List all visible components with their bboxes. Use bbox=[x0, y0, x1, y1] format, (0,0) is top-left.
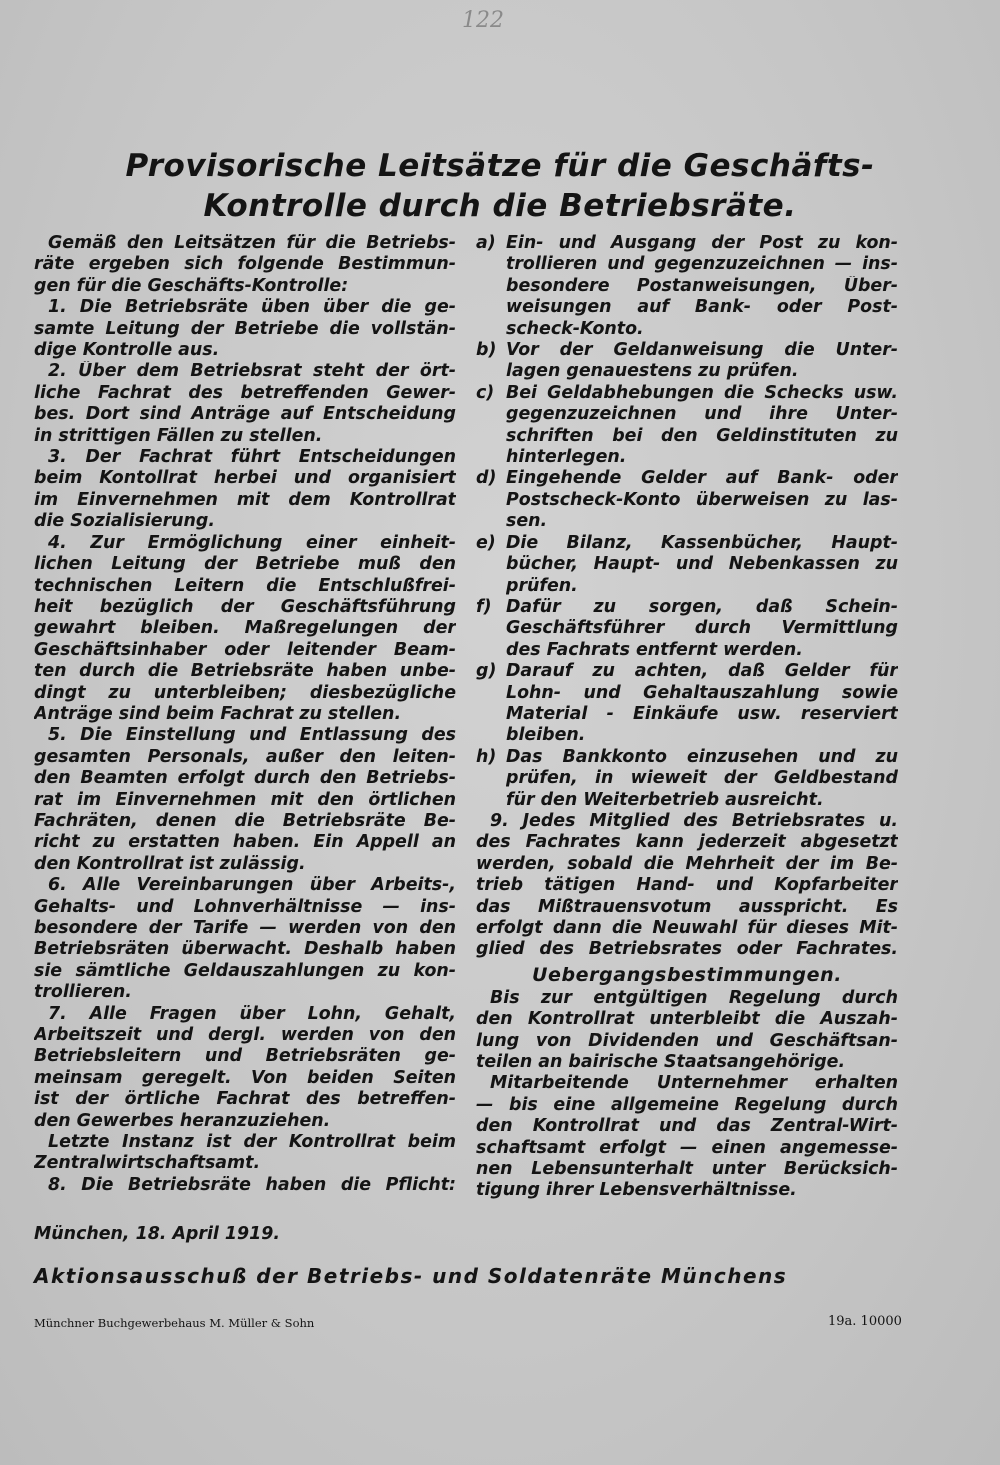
duty-text-line: Bei Geldabhebungen die Schecks usw. bbox=[506, 382, 898, 403]
left-text-line: meinsam geregelt. Von beiden Seiten bbox=[34, 1067, 456, 1088]
duty-text-line: hinterlegen. bbox=[506, 447, 627, 468]
left-text-line: in strittigen Fällen zu stellen. bbox=[34, 425, 323, 446]
duty-text-line: trollieren und gegenzuzeichnen — ins- bbox=[506, 254, 898, 275]
left-text-line: den Beamten erfolgt durch den Betriebs- bbox=[34, 768, 456, 789]
duty-text-line: scheck-Konto. bbox=[506, 318, 644, 339]
paragraph-9 bbox=[476, 811, 898, 961]
left-text-line: im Einvernehmen mit dem Kontrollrat bbox=[34, 489, 456, 510]
left-text-line: richt zu erstatten haben. Ein Appell an bbox=[34, 832, 456, 853]
left-text-line: gewahrt bleiben. Maßregelungen der bbox=[34, 618, 456, 639]
left-text-line: 8. Die Betriebsräte haben die Pflicht: bbox=[48, 1174, 456, 1195]
left-text-line: den Kontrollrat ist zulässig. bbox=[34, 853, 306, 874]
duty-item bbox=[476, 747, 898, 811]
left-text-line: Gehalts- und Lohnverhältnisse — ins- bbox=[34, 896, 456, 917]
duty-text-line: Material - Einkäufe usw. reserviert bbox=[506, 703, 898, 724]
duty-text-line: für den Weiterbetrieb ausreicht. bbox=[506, 789, 824, 810]
signature: Aktionsausschuß der Betriebs- und Soldatenräte Münchens bbox=[34, 1264, 788, 1288]
title-line-2: Kontrolle durch die Betriebsräte. bbox=[203, 188, 797, 224]
left-text-line: technischen Leitern die Entschlußfrei- bbox=[34, 575, 456, 596]
left-text-line: 5. Die Einstellung und Entlassung des bbox=[48, 725, 456, 746]
duty-text bbox=[506, 661, 898, 747]
transition-line: teilen an bairische Staatsangehörige. bbox=[476, 1052, 846, 1073]
duty-text-line: Dafür zu sorgen, daß Schein- bbox=[506, 596, 898, 617]
left-text-line: ist der örtliche Fachrat des betreffen- bbox=[34, 1089, 456, 1110]
duty-text-line: Geschäftsführer durch Vermittlung bbox=[506, 618, 898, 639]
title-line-1: Provisorische Leitsätze für die Geschäfts- bbox=[125, 148, 875, 184]
left-text-line: sie sämtliche Geldauszahlungen zu kon- bbox=[34, 960, 456, 981]
paragraph-9-line: des Fachrates kann jederzeit abgesetzt bbox=[476, 832, 898, 853]
duties-list bbox=[476, 233, 898, 811]
duty-text-line: Vor der Geldanweisung die Unter- bbox=[506, 340, 898, 361]
duty-item bbox=[476, 383, 898, 469]
duty-text bbox=[506, 340, 898, 383]
duty-text-line: weisungen auf Bank- oder Post- bbox=[506, 297, 898, 318]
printer-imprint: Münchner Buchgewerbehaus M. Müller & Sohn bbox=[34, 1316, 315, 1330]
duty-text-line: Die Bilanz, Kassenbücher, Haupt- bbox=[506, 532, 898, 553]
transition-line: tigung ihrer Lebensverhältnisse. bbox=[476, 1180, 797, 1201]
transition-line: Bis zur entgültigen Regelung durch bbox=[490, 987, 898, 1008]
left-text-line: Anträge sind beim Fachrat zu stellen. bbox=[34, 703, 402, 724]
duty-item bbox=[476, 661, 898, 747]
left-text-line: dingt zu unterbleiben; diesbezügliche bbox=[34, 682, 456, 703]
left-text-line: Geschäftsinhaber oder leitender Beam- bbox=[34, 639, 456, 660]
duty-text bbox=[506, 533, 898, 597]
left-text-line: Betriebsleitern und Betriebsräten ge- bbox=[34, 1046, 456, 1067]
duty-text-line: lagen genauestens zu prüfen. bbox=[506, 361, 799, 382]
duty-text-line: des Fachrats entfernt werden. bbox=[506, 639, 803, 660]
duty-text-line: schriften bei den Geldinstituten zu bbox=[506, 425, 898, 446]
transition-line: den Kontrollrat unterbleibt die Auszah- bbox=[476, 1009, 898, 1030]
left-text-line: gesamten Personals, außer den leiten- bbox=[34, 746, 456, 767]
duty-text-line: Eingehende Gelder auf Bank- oder bbox=[506, 468, 898, 489]
left-text-line: heit bezüglich der Geschäftsführung bbox=[34, 596, 456, 617]
duty-label: e) bbox=[476, 532, 496, 553]
duty-label: c) bbox=[476, 382, 495, 403]
left-text-line: Fachräten, denen die Betriebsräte Be- bbox=[34, 810, 456, 831]
left-text-line: Arbeitszeit und dergl. werden von den bbox=[34, 1025, 456, 1046]
left-text-line: rat im Einvernehmen mit den örtlichen bbox=[34, 789, 456, 810]
left-text-line: den Gewerbes heranzuziehen. bbox=[34, 1110, 331, 1131]
duty-item bbox=[476, 468, 898, 532]
left-text-line: trollieren. bbox=[34, 982, 132, 1003]
duty-label: d) bbox=[476, 468, 497, 489]
document-title bbox=[40, 146, 960, 226]
transition-provisions bbox=[476, 988, 898, 1202]
left-text-line: 3. Der Fachrat führt Entscheidungen bbox=[48, 447, 456, 468]
duty-item bbox=[476, 533, 898, 597]
duty-text-line: bleiben. bbox=[506, 725, 586, 746]
duty-text-line: Darauf zu achten, daß Gelder für bbox=[506, 661, 898, 682]
duty-text-line: besondere Postanweisungen, Über- bbox=[506, 275, 898, 296]
duty-text-line: Das Bankkonto einzusehen und zu bbox=[506, 746, 898, 767]
duty-text-line: sen. bbox=[506, 511, 548, 532]
paragraph-9-line: 9. Jedes Mitglied des Betriebsrates u. bbox=[490, 810, 898, 831]
paragraph-9-line: erfolgt dann die Neuwahl für dieses Mit- bbox=[476, 918, 898, 938]
left-text-line: 6. Alle Vereinbarungen über Arbeits-, bbox=[48, 875, 456, 896]
transition-line: den Kontrollrat und das Zentral-Wirt- bbox=[476, 1116, 898, 1137]
left-text-line: lichen Leitung der Betriebe muß den bbox=[34, 554, 456, 575]
duty-text-line: Postscheck-Konto überweisen zu las- bbox=[506, 489, 898, 510]
duty-item bbox=[476, 597, 898, 661]
left-text-line: gen für die Geschäfts-Kontrolle: bbox=[34, 275, 349, 296]
left-text-line: Letzte Instanz ist der Kontrollrat beim bbox=[48, 1132, 456, 1153]
duty-text-line: Ein- und Ausgang der Post zu kon- bbox=[506, 233, 898, 253]
left-text-line: die Sozialisierung. bbox=[34, 511, 215, 532]
duty-label: b) bbox=[476, 340, 497, 361]
left-text-line: 4. Zur Ermöglichung einer einheit- bbox=[48, 532, 456, 553]
transition-line: lung von Dividenden und Geschäftsan- bbox=[476, 1030, 898, 1051]
left-text-line: 2. Über dem Betriebsrat steht der ört- bbox=[48, 361, 456, 382]
duty-label: g) bbox=[476, 661, 497, 682]
duty-label: a) bbox=[476, 233, 496, 253]
transition-heading: Uebergangsbestimmungen. bbox=[531, 963, 843, 986]
transition-line: schaftsamt erfolgt — einen angemesse- bbox=[476, 1137, 898, 1158]
duty-label: h) bbox=[476, 746, 497, 767]
left-text-line: dige Kontrolle aus. bbox=[34, 340, 220, 361]
duty-text-line: bücher, Haupt- und Nebenkassen zu bbox=[506, 554, 898, 575]
left-text-line: Zentralwirtschaftsamt. bbox=[34, 1153, 261, 1174]
duty-text bbox=[506, 747, 898, 811]
left-text-line: samte Leitung der Betriebe die vollstän- bbox=[34, 318, 456, 339]
paragraph-9-line: das Mißtrauensvotum ausspricht. Es bbox=[476, 896, 898, 917]
duty-label: f) bbox=[476, 596, 492, 617]
duty-text bbox=[506, 468, 898, 532]
duty-text-line: prüfen, in wieweit der Geldbestand bbox=[506, 768, 898, 789]
transition-line: — bis eine allgemeine Regelung durch bbox=[476, 1094, 898, 1115]
duty-text bbox=[506, 383, 898, 469]
left-text-line: besondere der Tarife — werden von den bbox=[34, 918, 456, 938]
transition-line: Mitarbeitende Unternehmer erhalten bbox=[490, 1073, 898, 1094]
paragraph-9-line: glied des Betriebsrates oder Fachrates. bbox=[476, 939, 898, 960]
duty-item bbox=[476, 233, 898, 340]
duty-item bbox=[476, 340, 898, 383]
paragraph-9-line: trieb tätigen Hand- und Kopfarbeiter bbox=[476, 875, 898, 896]
duty-text bbox=[506, 597, 898, 661]
right-column bbox=[476, 233, 898, 1202]
left-text-line: räte ergeben sich folgende Bestimmun- bbox=[34, 254, 456, 275]
left-text-line: ten durch die Betriebsräte haben unbe- bbox=[34, 661, 456, 682]
left-text-line: 1. Die Betriebsräte üben über die ge- bbox=[48, 297, 456, 318]
left-text-line: beim Kontollrat herbei und organisiert bbox=[34, 468, 456, 489]
paragraph-9-line: werden, sobald die Mehrheit der im Be- bbox=[476, 853, 898, 874]
print-code: 19a. 10000 bbox=[828, 1314, 902, 1329]
left-text-line: liche Fachrat des betreffenden Gewer- bbox=[34, 382, 456, 403]
handwritten-page-number: 122 bbox=[462, 8, 504, 33]
duty-text-line: Lohn- und Gehaltauszahlung sowie bbox=[506, 682, 898, 703]
left-text-line: 7. Alle Fragen über Lohn, Gehalt, bbox=[48, 1003, 456, 1024]
duty-text-line: gegenzuzeichnen und ihre Unter- bbox=[506, 404, 898, 425]
left-column bbox=[34, 233, 456, 1196]
left-text-line: Betriebsräten überwacht. Deshalb haben bbox=[34, 939, 456, 960]
duty-text bbox=[506, 233, 898, 340]
left-text-line: bes. Dort sind Anträge auf Entscheidung bbox=[34, 404, 456, 425]
duty-text-line: prüfen. bbox=[506, 575, 578, 596]
left-text-line: Gemäß den Leitsätzen für die Betriebs- bbox=[48, 233, 456, 253]
dateline: München, 18. April 1919. bbox=[34, 1224, 280, 1244]
transition-line: nen Lebensunterhalt unter Berücksich- bbox=[476, 1159, 898, 1180]
